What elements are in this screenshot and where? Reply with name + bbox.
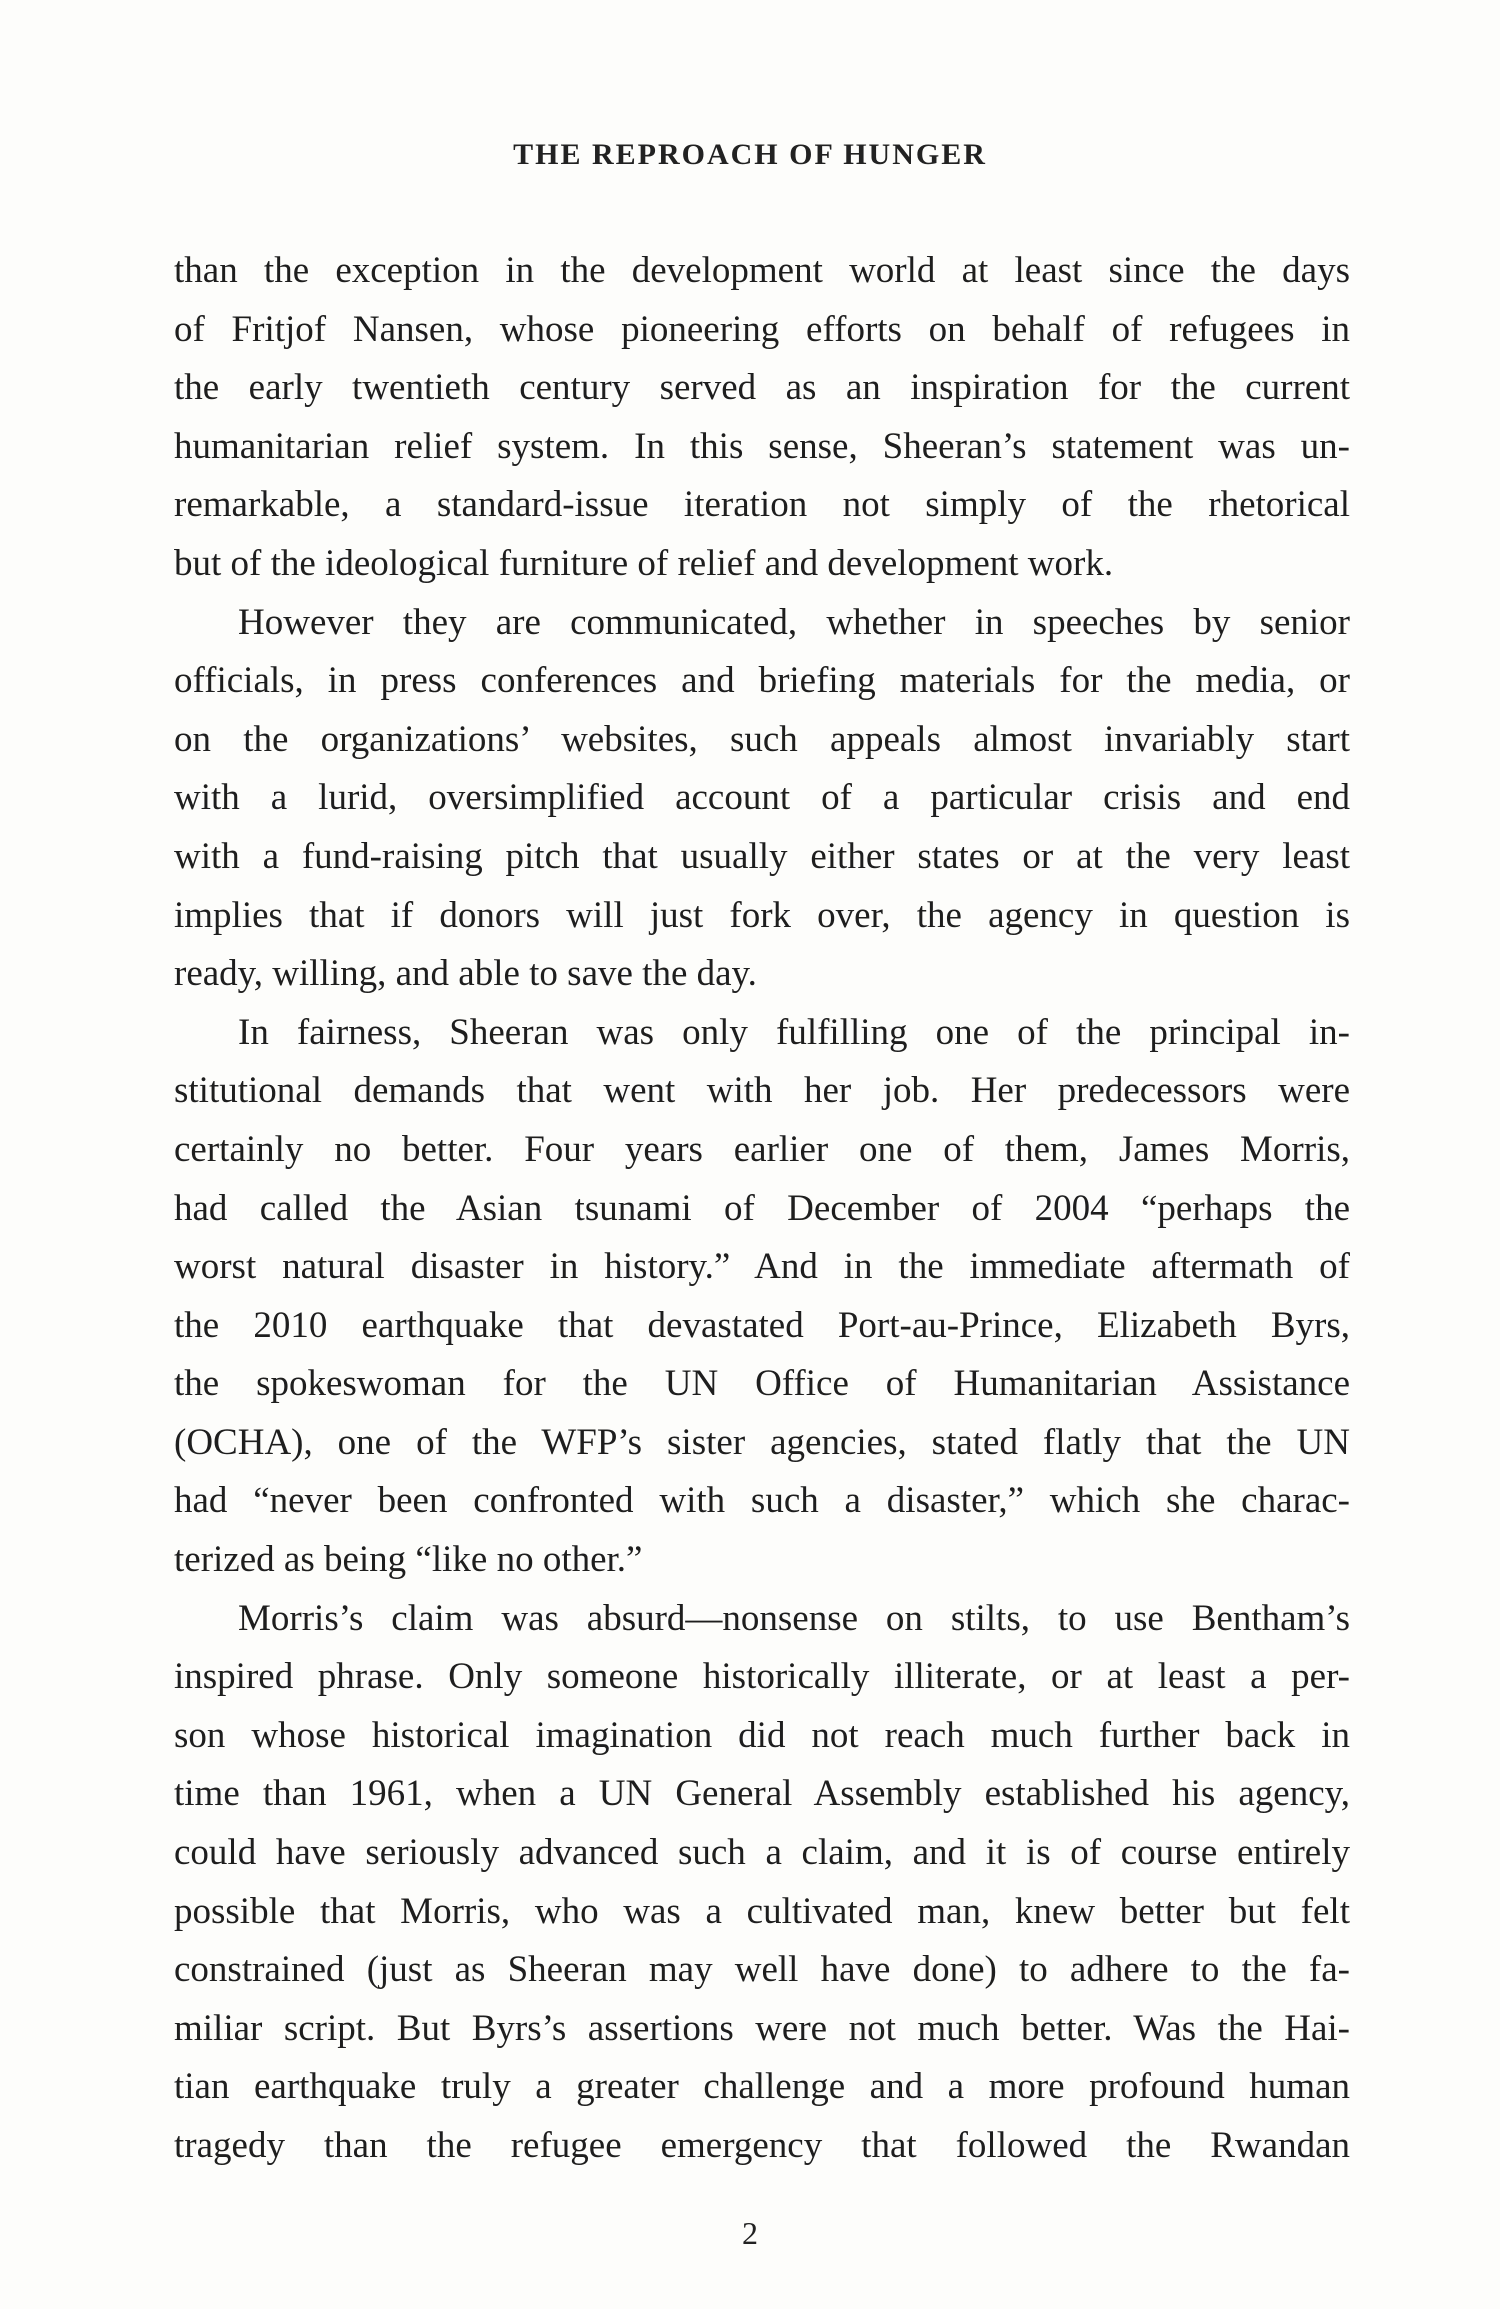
text-line: stitutional demands that went with her job. Her predecessors were [174, 1070, 1350, 1112]
page-number: 2 [742, 2215, 758, 2251]
paragraph-first-line: However they are communicated, whether in speeches by senior [238, 601, 1350, 643]
text-line: worst natural disaster in history.” And in the immediate aftermath of [174, 1246, 1350, 1288]
text-line: remarkable, a standard-issue iteration not simply of the rhetorical [174, 484, 1350, 526]
text-line: with a fund-raising pitch that usually either states or at the very least [174, 835, 1350, 877]
text-line: miliar script. But Byrs’s assertions were not much better. Was the Hai- [174, 2007, 1350, 2049]
text-line: certainly no better. Four years earlier one of them, James Morris, [174, 1128, 1350, 1170]
text-line: time than 1961, when a UN General Assembly established his agency, [174, 1773, 1350, 1815]
text-line: had “never been confronted with such a disaster,” which she charac- [174, 1480, 1350, 1522]
running-head: THE REPROACH OF HUNGER [513, 138, 987, 171]
text-line: of Fritjof Nansen, whose pioneering efforts on behalf of refugees in [174, 308, 1350, 350]
text-line: terized as being “like no other.” [174, 1539, 643, 1581]
text-line: humanitarian relief system. In this sense, Sheeran’s statement was un- [174, 425, 1350, 467]
text-line: officials, in press conferences and briefing materials for the media, or [174, 660, 1350, 702]
text-line: inspired phrase. Only someone historically illiterate, or at least a per- [174, 1656, 1350, 1698]
text-line: constrained (just as Sheeran may well have done) to adhere to the fa- [174, 1949, 1350, 1991]
text-line: son whose historical imagination did not reach much further back in [174, 1714, 1350, 1756]
text-line: ready, willing, and able to save the day. [174, 953, 757, 995]
text-line: (OCHA), one of the WFP’s sister agencies, stated flatly that the UN [174, 1421, 1350, 1463]
text-line: tian earthquake truly a greater challenge and a more profound human [174, 2066, 1350, 2108]
text-line: could have seriously advanced such a claim, and it is of course entirely [174, 1832, 1350, 1874]
paragraph-first-line: Morris’s claim was absurd—nonsense on stilts, to use Bentham’s [238, 1597, 1350, 1639]
text-line: implies that if donors will just fork over, the agency in question is [174, 894, 1350, 936]
text-line: but of the ideological furniture of relief and development work. [174, 542, 1114, 584]
text-line: with a lurid, oversimplified account of a particular crisis and end [174, 777, 1350, 819]
text-line: possible that Morris, who was a cultivated man, knew better but felt [174, 1890, 1350, 1932]
text-line: than the exception in the development world at least since the days [174, 250, 1350, 291]
text-line: the spokeswoman for the UN Office of Humanitarian Assistance [174, 1363, 1350, 1405]
paragraph-first-line: In fairness, Sheeran was only fulfilling one of the principal in- [238, 1011, 1350, 1053]
text-line: the 2010 earthquake that devastated Port-au-Prince, Elizabeth Byrs, [174, 1304, 1350, 1346]
text-line: tragedy than the refugee emergency that followed the Rwandan [174, 2125, 1350, 2166]
text-line: on the organizations’ websites, such appeals almost invariably start [174, 718, 1350, 760]
text-line: had called the Asian tsunami of December of 2004 “perhaps the [174, 1187, 1350, 1229]
body-text [174, 242, 1350, 2176]
text-line: the early twentieth century served as an inspiration for the current [174, 367, 1350, 409]
